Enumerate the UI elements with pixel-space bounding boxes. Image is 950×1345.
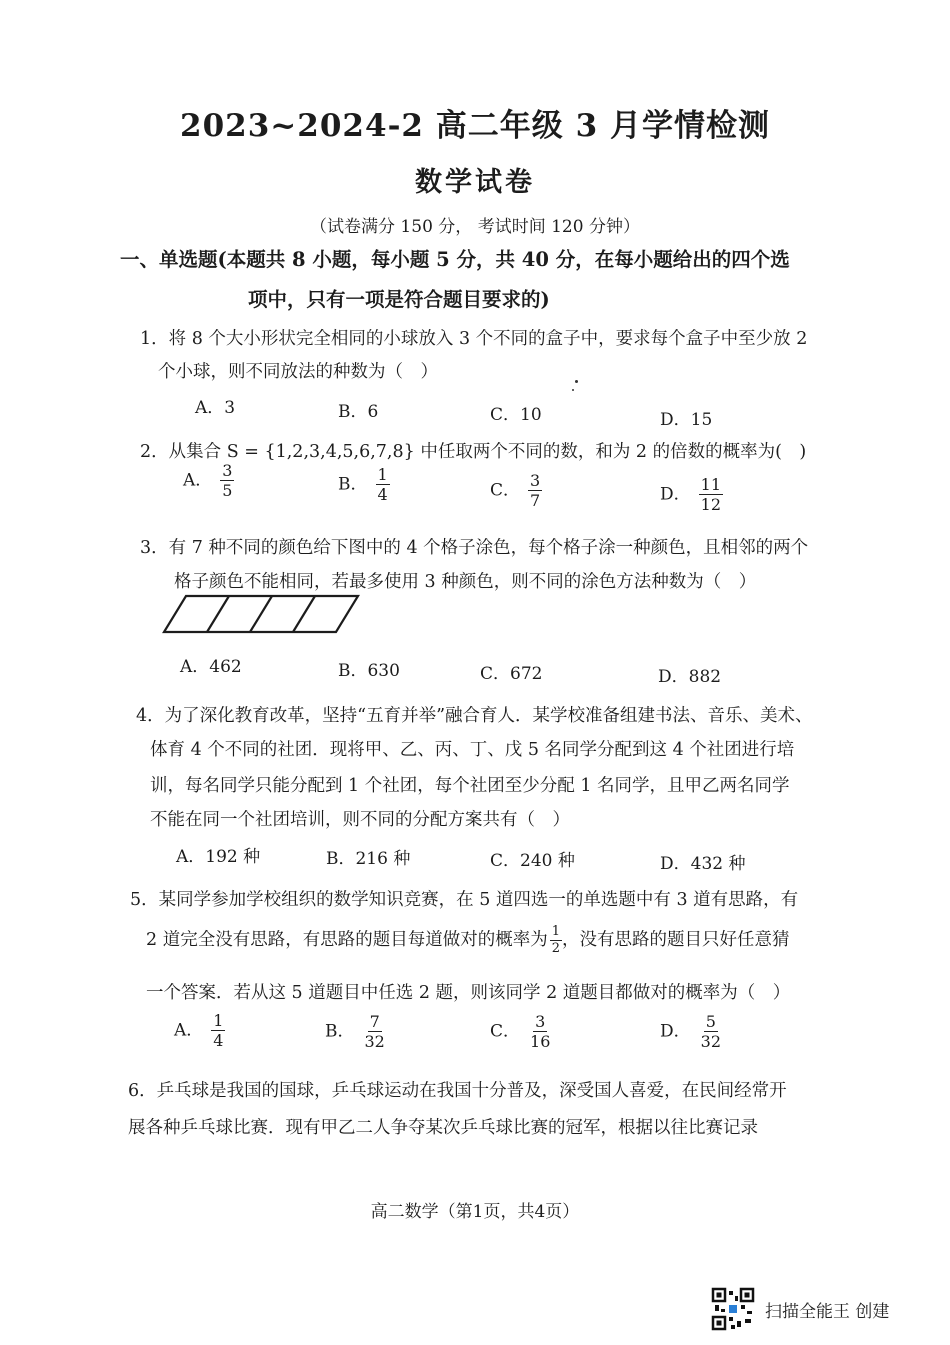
question-5-option-b (325, 1013, 387, 1051)
fraction-denominator: 2 (551, 941, 560, 957)
question-3-option-a: A．462 (180, 657, 242, 677)
question-3-option-b: B．630 (338, 661, 400, 681)
question-2-option-a (183, 462, 234, 500)
fraction-numerator: 11 (700, 475, 721, 494)
question-4-option-c: C．240 种 (490, 851, 575, 871)
option-label: C． (490, 1021, 521, 1042)
qr-module (735, 1296, 738, 1301)
fraction-numerator: 3 (222, 461, 233, 480)
fraction-denominator: 4 (377, 485, 388, 505)
grid-divider (250, 596, 272, 632)
option-label: A． (174, 1020, 204, 1041)
question-4-text-cont: 训，每名同学只能分配到 1 个社团，每个社团至少分配 1 名同学，且甲乙两名同学 (150, 776, 790, 796)
option-label: C． (490, 480, 521, 501)
scan-speck (572, 389, 574, 391)
scanner-watermark: 扫描全能王 创建 (765, 1302, 890, 1322)
question-2-option-c (490, 472, 542, 510)
question-4-option-a: A．192 种 (176, 847, 261, 867)
question-4-option-b: B．216 种 (326, 849, 411, 869)
grid-divider (293, 596, 315, 632)
fraction-numerator: 1 (377, 465, 388, 484)
question-5-option-a (174, 1012, 225, 1050)
fraction-denominator: 16 (530, 1032, 551, 1052)
question-5-option-c (490, 1013, 552, 1051)
question-6-text-cont: 展各种乒乓球比赛．现有甲乙二人争夺某次乒乓球比赛的冠军，根据以往比赛记录 (128, 1118, 758, 1138)
qr-module (715, 1305, 719, 1311)
question-1-option-a: A．3 (195, 398, 236, 418)
fraction (528, 1013, 552, 1051)
question-1-option-c: C．10 (490, 405, 542, 425)
fraction (220, 462, 234, 500)
fraction-numerator: 5 (705, 1012, 716, 1031)
qr-finder-core (745, 1293, 750, 1298)
qr-module (741, 1305, 745, 1309)
question-5-text-part: ，没有思路的题目只好任意猜 (561, 930, 790, 951)
question-5-text-part: 2 道完全没有思路，有思路的题目每道做对的概率为 (146, 930, 548, 951)
section-heading: 一、单选题(本题共 8 小题，每小题 5 分，共 40 分，在每小题给出的四个选 (120, 248, 790, 271)
qr-module (731, 1325, 735, 1329)
question-5-text-cont (146, 925, 789, 956)
question-3-option-d: D．882 (658, 667, 722, 687)
question-4-text-cont: 体育 4 个不同的社团．现将甲、乙、丙、丁、戊 5 名同学分配到这 4 个社团进行培 (150, 740, 795, 760)
qr-module (745, 1319, 751, 1323)
fraction-numerator: 3 (530, 471, 541, 490)
qr-module (721, 1309, 725, 1312)
qr-module (747, 1311, 752, 1314)
qr-finder-core (717, 1293, 722, 1298)
fraction-numerator: 1 (213, 1011, 224, 1030)
question-2-option-d (660, 476, 723, 514)
question-1-option-d: D．15 (660, 410, 713, 430)
exam-title: 2023~2024-2 高二年级 3 月学情检测 (180, 108, 770, 144)
question-1-text-cont: 个小球，则不同放法的种数为（ ） (158, 362, 438, 382)
fraction (376, 466, 390, 504)
qr-center-logo (729, 1305, 737, 1313)
qr-finder-core (717, 1321, 722, 1326)
question-5-option-d (660, 1013, 723, 1051)
question-3-text: 3．有 7 种不同的颜色给下图中的 4 个格子涂色，每个格子涂一种颜色，且相邻的两个 (140, 538, 809, 558)
question-5-text-cont: 一个答案．若从这 5 道题目中任选 2 题，则该同学 2 道题目都做对的概率为（ ） (146, 983, 791, 1003)
page-footer: 高二数学（第1页，共4页） (370, 1202, 580, 1222)
question-6-text: 6．乒乓球是我国的国球，乒乓球运动在我国十分普及，深受国人喜爱，在民间经常开 (128, 1081, 787, 1101)
qr-module (737, 1321, 741, 1327)
qr-module (729, 1317, 733, 1321)
fraction (699, 1013, 723, 1051)
option-label: D． (660, 484, 691, 505)
exam-subject: 数学试卷 (415, 167, 535, 198)
fraction-denominator: 4 (213, 1031, 224, 1051)
fraction (550, 925, 562, 956)
fraction-denominator: 12 (700, 495, 721, 515)
qr-module (729, 1291, 733, 1295)
section-heading-cont: 项中，只有一项是符合题目要求的) (248, 288, 550, 311)
fraction (699, 476, 723, 514)
fraction-denominator: 32 (700, 1032, 721, 1052)
question-1-option-b: B．6 (338, 402, 379, 422)
question-4-text: 4．为了深化教育改革，坚持“五育并举”融合育人．某学校准备组建书法、音乐、美术、 (136, 706, 813, 726)
option-label: B． (325, 1021, 355, 1042)
fraction-numerator: 7 (369, 1012, 380, 1031)
question-4-option-d: D．432 种 (660, 854, 746, 874)
fraction (211, 1012, 225, 1050)
question-3-option-c: C．672 (480, 664, 543, 684)
fraction (528, 472, 542, 510)
exam-info: （试卷满分 150 分， 考试时间 120 分钟） (310, 217, 640, 237)
fraction-denominator: 32 (364, 1032, 385, 1052)
fraction-denominator: 5 (222, 481, 233, 501)
four-cell-grid-figure (160, 592, 370, 636)
fraction-numerator: 1 (550, 925, 562, 941)
question-2-option-b (338, 466, 390, 504)
question-1-text: 1．将 8 个大小形状完全相同的小球放入 3 个不同的盒子中，要求每个盒子中至少放 2 (140, 329, 808, 349)
question-2-text: 2．从集合 S = {1,2,3,4,5,6,7,8} 中任取两个不同的数，和为 2 的倍数的概率为( ) (140, 442, 807, 462)
option-label: B． (338, 474, 368, 495)
option-label: A． (183, 470, 213, 491)
option-label: D． (660, 1021, 691, 1042)
question-5-text: 5．某同学参加学校组织的数学知识竞赛，在 5 道四选一的单选题中有 3 道有思路，有 (130, 890, 799, 910)
scan-speck (575, 380, 578, 383)
grid-divider (207, 596, 229, 632)
fraction-denominator: 7 (530, 491, 541, 511)
fraction (363, 1013, 387, 1051)
question-4-text-cont: 不能在同一个社团培训，则不同的分配方案共有（ ） (150, 810, 570, 830)
fraction-numerator: 3 (535, 1012, 546, 1031)
qr-code-icon (711, 1287, 755, 1331)
question-3-text-cont: 格子颜色不能相同，若最多使用 3 种颜色，则不同的涂色方法种数为（ ） (174, 572, 757, 592)
